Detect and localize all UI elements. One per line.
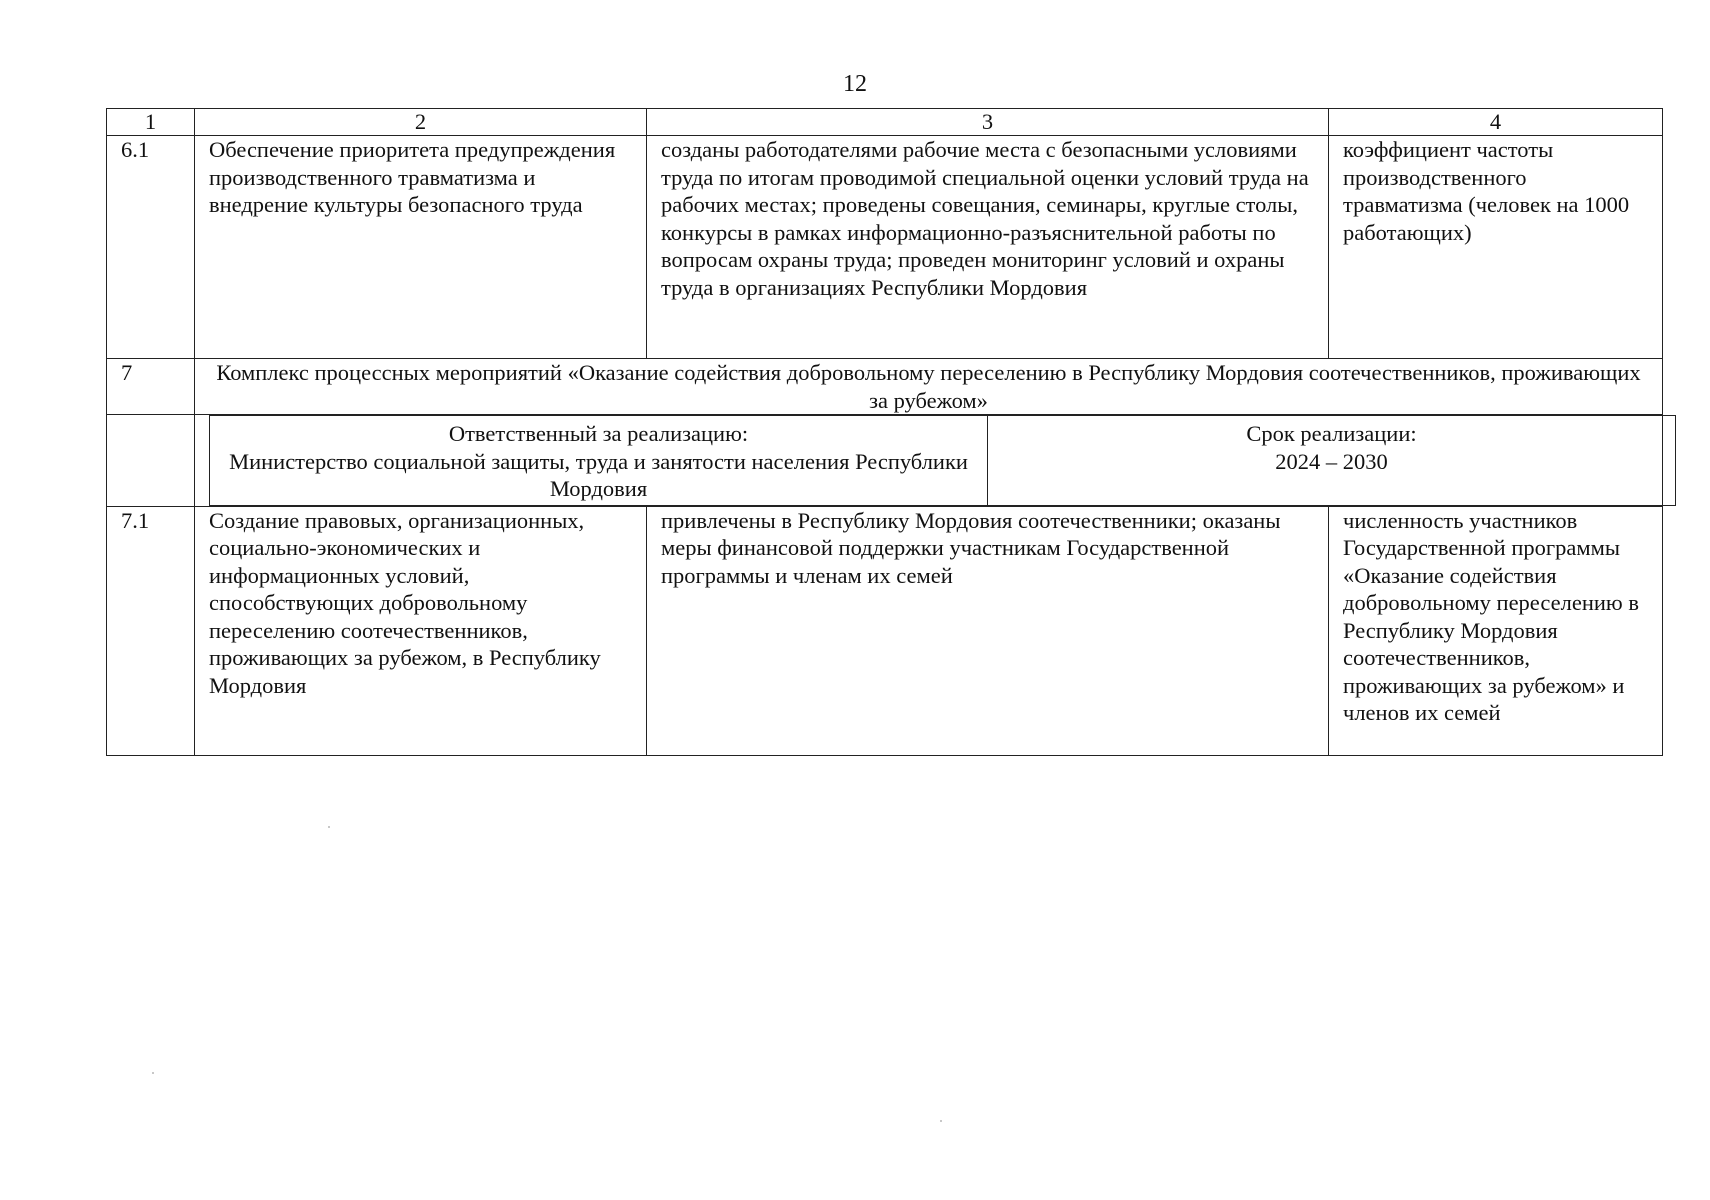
responsible-label: Ответственный за реализацию: [448,421,749,446]
section-meta-table [209,415,1676,506]
indicator-cell: численность участников Государственной программы «Оказание содействия добровольному переселению в Республику Мордовия соотечественников, проживающих за рубежом» и членов их семей [1329,506,1663,755]
section-meta-row [107,415,1663,507]
measures-table [106,108,1663,756]
empty-number-cell [107,415,195,507]
column-header-2: 2 [195,109,647,136]
table-row [107,506,1663,755]
term-block [988,416,1676,506]
page-number: 12 [843,71,867,97]
section-row [107,359,1663,415]
results-cell: привлечены в Республику Мордовия соотечественники; оказаны меры финансовой поддержки участникам Государственной программы и членам их семей [647,506,1329,755]
table-header-row [107,109,1663,136]
scan-speck [940,1120,942,1122]
results-cell: созданы работодателями рабочие места с безопасными условиями труда по итогам проводимой специальной оценки условий труда на рабочих местах; проведены совещания, семинары, круглые столы, конкурсы в рамках информационно-разъяснительной работы по вопросам охраны труда; проведен мониторинг условий и охраны труда в организациях Республики Мордовия [647,136,1329,359]
term-label: Срок реализации: [1246,421,1417,446]
scan-speck [152,1072,154,1074]
table-row [107,136,1663,359]
indicator-cell: коэффициент частоты производственного травматизма (человек на 1000 работающих) [1329,136,1663,359]
row-number: 6.1 [107,136,195,359]
task-cell: Обеспечение приоритета предупреждения производственного травматизма и внедрение культуры безопасного труда [195,136,647,359]
row-number: 7.1 [107,506,195,755]
section-title: Комплекс процессных мероприятий «Оказание содействия добровольному переселению в Республику Мордовия соотечественников, проживающих за рубежом» [195,359,1663,415]
section-meta-cell [195,415,1663,507]
responsible-block [210,416,988,506]
term-value: 2024 – 2030 [1275,448,1388,474]
column-header-1: 1 [107,109,195,136]
scan-speck [328,826,330,828]
column-header-4: 4 [1329,109,1663,136]
task-cell: Создание правовых, организационных, социально-экономических и информационных условий, способствующих добровольному переселению соотечественников, проживающих за рубежом, в Республику Мордовия [195,506,647,755]
column-header-3: 3 [647,109,1329,136]
section-number: 7 [107,359,195,415]
responsible-value: Министерство социальной защиты, труда и занятости населения Республики Мордовия [229,448,968,501]
